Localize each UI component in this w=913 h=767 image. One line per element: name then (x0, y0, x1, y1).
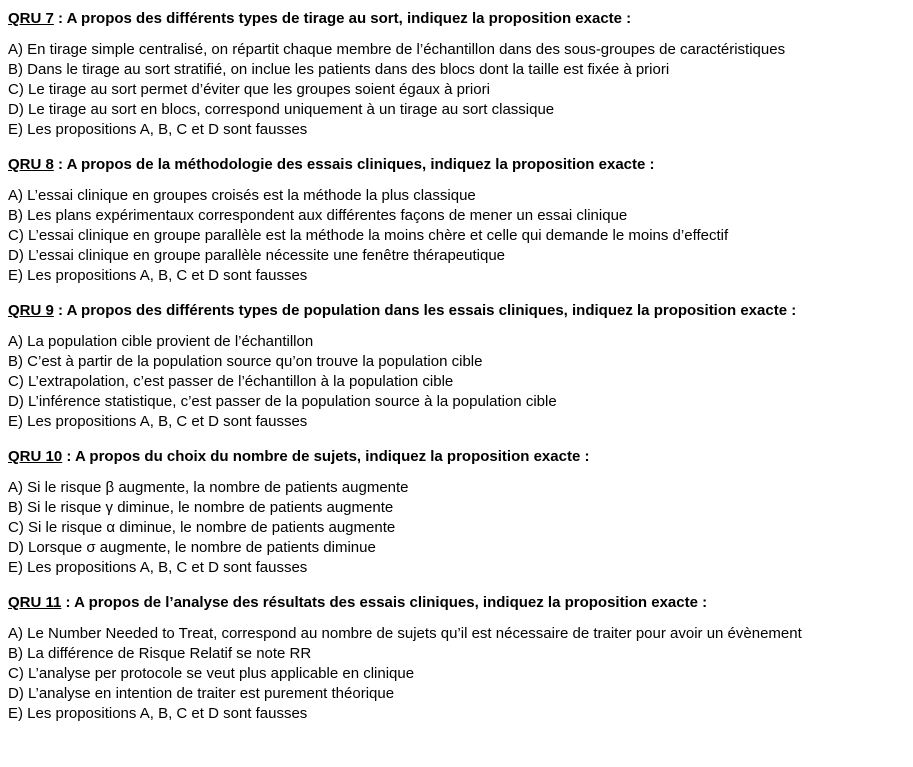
question-header (8, 593, 888, 613)
option-c: C) L’analyse per protocole se veut plus applicable en clinique (8, 665, 415, 682)
option-b: B) Si le risque γ diminue, le nombre de patients augmente (8, 499, 394, 516)
option-a: A) L’essai clinique en groupes croisés est la méthode la plus classique (8, 187, 476, 204)
option-d: D) Lorsque σ augmente, le nombre de patients diminue (8, 539, 376, 556)
question-block-qru-10 (8, 447, 888, 578)
option-c: C) L’extrapolation, c’est passer de l’échantillon à la population cible (8, 373, 454, 390)
option-a: A) En tirage simple centralisé, on répartit chaque membre de l’échantillon dans des sous-groupes de caractéristiques (8, 41, 786, 58)
option-a: A) Le Number Needed to Treat, correspond au nombre de sujets qu’il est nécessaire de traiter pour avoir un évènement (8, 625, 802, 642)
exam-document-page (8, 9, 888, 724)
option-b: B) La différence de Risque Relatif se note RR (8, 645, 312, 662)
option-b: B) Les plans expérimentaux correspondent aux différentes façons de mener un essai clinique (8, 207, 628, 224)
question-block-qru-11 (8, 593, 888, 724)
question-title: : A propos de l’analyse des résultats des essais cliniques, indiquez la proposition exacte : (61, 594, 708, 611)
question-block-qru-7 (8, 9, 888, 140)
option-e: E) Les propositions A, B, C et D sont fausses (8, 559, 308, 576)
option-e: E) Les propositions A, B, C et D sont fausses (8, 413, 308, 430)
question-header (8, 155, 888, 175)
question-block-qru-9 (8, 301, 888, 432)
option-d: D) Le tirage au sort en blocs, correspond uniquement à un tirage au sort classique (8, 101, 555, 118)
option-c: C) L’essai clinique en groupe parallèle est la méthode la moins chère et celle qui demande le moins d’effectif (8, 227, 729, 244)
question-header (8, 9, 888, 29)
question-title: : A propos des différents types de tirage au sort, indiquez la proposition exacte : (53, 10, 632, 27)
option-b: B) Dans le tirage au sort stratifié, on inclue les patients dans des blocs dont la taille est fixée à priori (8, 61, 670, 78)
question-title: : A propos du choix du nombre de sujets, indiquez la proposition exacte : (62, 448, 590, 465)
option-d: D) L’analyse en intention de traiter est purement théorique (8, 685, 395, 702)
option-a: A) La population cible provient de l’échantillon (8, 333, 314, 350)
question-number: QRU 9 (8, 302, 54, 319)
option-b: B) C’est à partir de la population source qu’on trouve la population cible (8, 353, 483, 370)
question-header (8, 447, 888, 467)
question-block-qru-8 (8, 155, 888, 286)
question-title: : A propos des différents types de population dans les essais cliniques, indiquez la proposition exacte : (53, 302, 797, 319)
question-number: QRU 8 (8, 156, 54, 173)
option-e: E) Les propositions A, B, C et D sont fausses (8, 267, 308, 284)
option-d: D) L’essai clinique en groupe parallèle nécessite une fenêtre thérapeutique (8, 247, 505, 264)
option-d: D) L’inférence statistique, c’est passer de la population source à la population cible (8, 393, 557, 410)
question-number: QRU 7 (8, 10, 54, 27)
option-a: A) Si le risque β augmente, la nombre de patients augmente (8, 479, 409, 496)
question-title: : A propos de la méthodologie des essais cliniques, indiquez la proposition exacte : (53, 156, 655, 173)
option-c: C) Si le risque α diminue, le nombre de patients augmente (8, 519, 396, 536)
question-number: QRU 10 (8, 448, 63, 465)
option-e: E) Les propositions A, B, C et D sont fausses (8, 121, 308, 138)
option-c: C) Le tirage au sort permet d’éviter que les groupes soient égaux à priori (8, 81, 490, 98)
option-e: E) Les propositions A, B, C et D sont fausses (8, 705, 308, 722)
question-header (8, 301, 888, 321)
question-number: QRU 11 (8, 594, 62, 611)
